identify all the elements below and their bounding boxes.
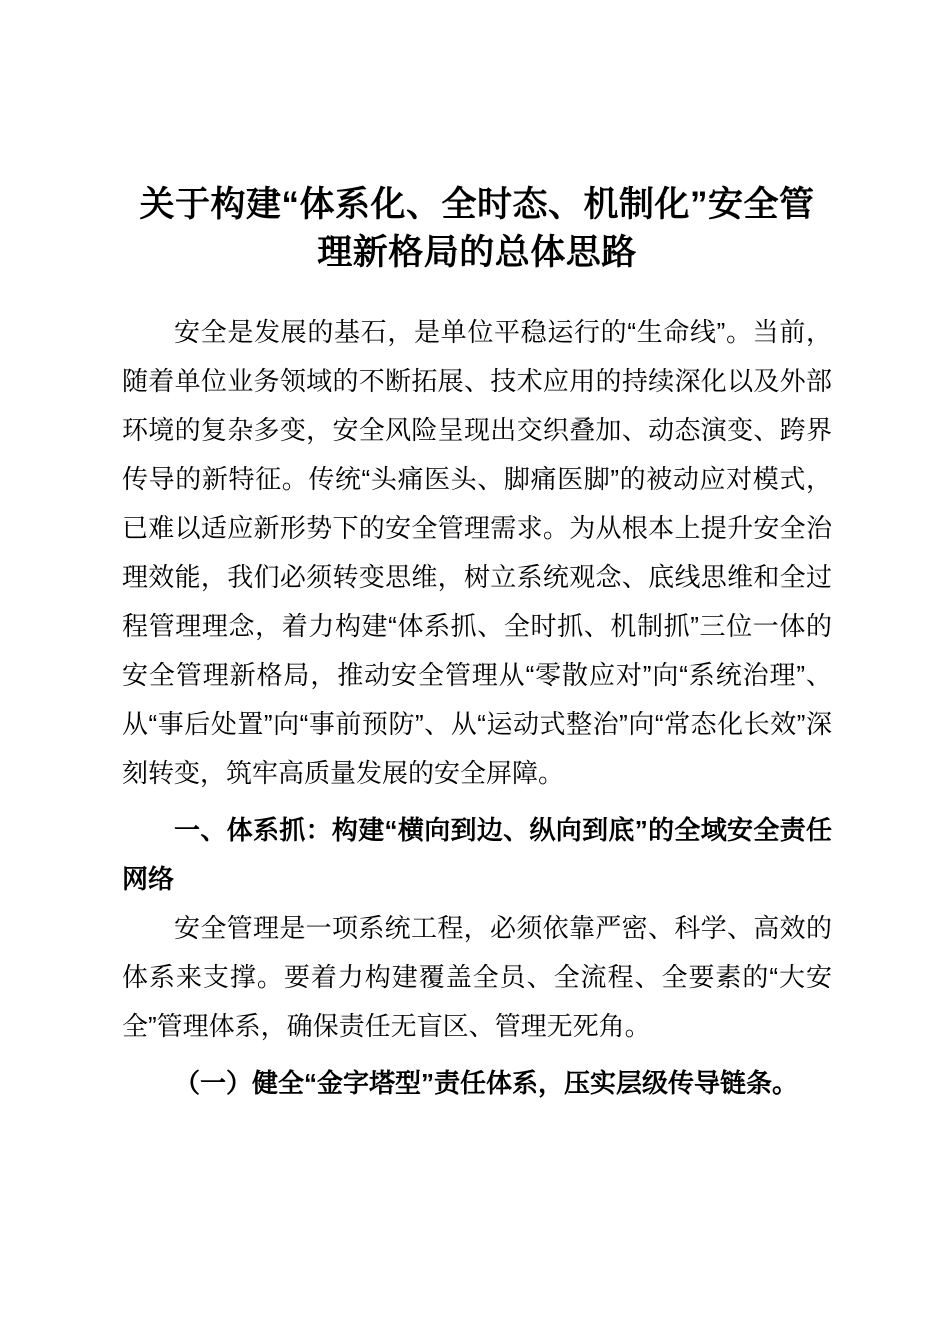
document-title: 关于构建“体系化、全时态、机制化”安全管理新格局的总体思路	[139, 185, 815, 272]
paragraph-intro: 安全是发展的基石，是单位平稳运行的“生命线”。当前，随着单位业务领域的不断拓展、技术应用的持续深化以及外部环境的复杂多变，安全风险呈现出交织叠加、动态演变、跨界传导的新特征。传统“头痛医头、脚痛医脚”的被动应对模式，已难以适应新形势下的安全管理需求。为从根本上提升安全治理效能，我们必须转变思维，树立系统观念、底线思维和全过程管理理念，着力构建“体系抓、全时抓、机制抓”三位一体的安全管理新格局，推动安全管理从“零散应对”向“系统治理”、从“事后处置”向“事前预防”、从“运动式整治”向“常态化长效”深刻转变，筑牢高质量发展的安全屏障。	[122, 317, 832, 788]
paragraph-section-1-intro: 安全管理是一项系统工程，必须依靠严密、科学、高效的体系来支撑。要着力构建覆盖全员、全流程、全要素的“大安全”管理体系，确保责任无盲区、管理无死角。	[122, 913, 832, 1041]
subsection-heading-1-1: （一）健全“金字塔型”责任体系，压实层级传导链条。	[174, 1068, 799, 1098]
section-heading-1: 一、体系抓：构建“横向到边、纵向到底”的全域安全责任网络	[122, 815, 832, 894]
